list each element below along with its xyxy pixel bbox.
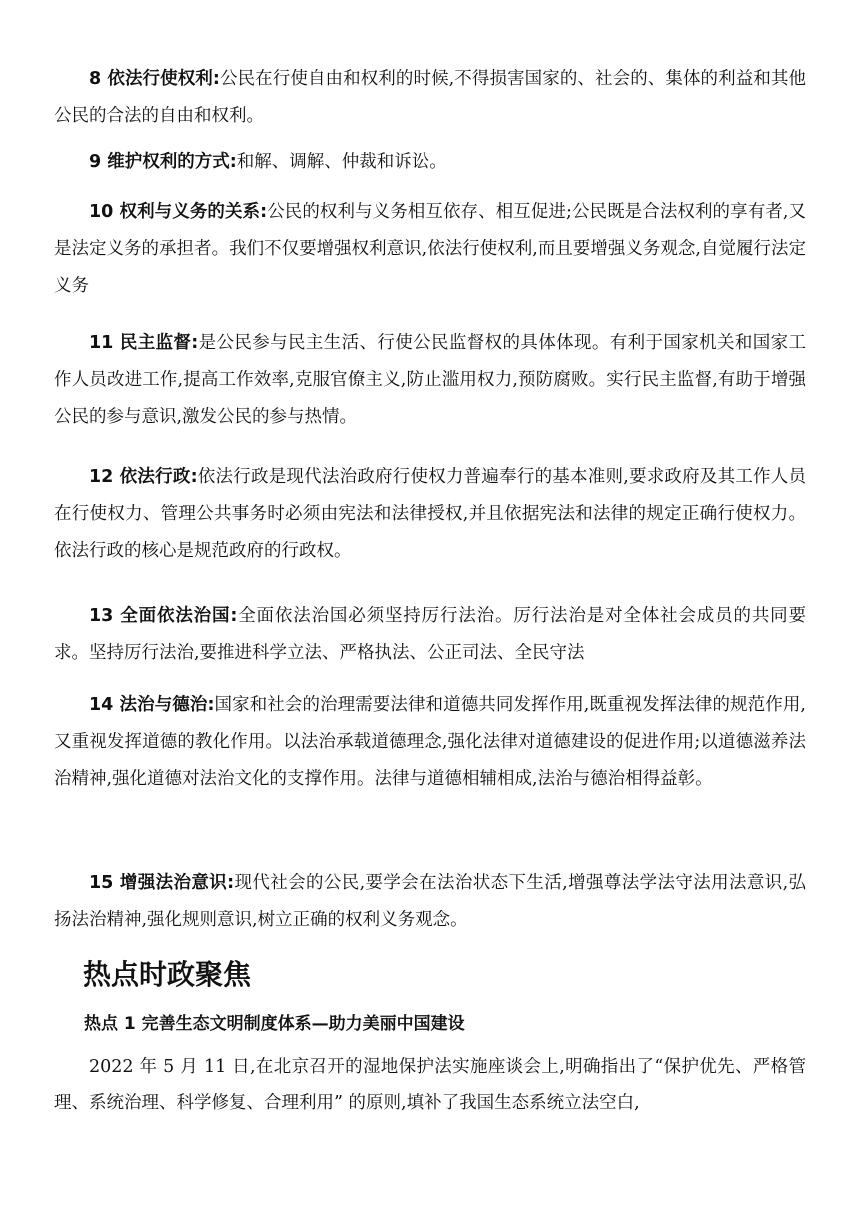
item-12 — [54, 459, 806, 570]
item-15-term: 15 增强法治意识: — [89, 873, 235, 893]
item-10-text: 公民的权利与义务相互依存、相互促进;公民既是合法权利的享有者,又是法定义务的承担者。我们不仅要增强权利意识,依法行使权利,而且要增强义务观念,自觉履行法定义务 — [54, 202, 806, 296]
hot-topic-1-body: 2022 年 5 月 11 日,在北京召开的湿地保护法实施座谈会上,明确指出了“保护优先、严格管理、系统治理、科学修复、合理利用” 的原则,填补了我国生态系统立法空白, — [54, 1057, 806, 1113]
item-12-text: 依法行政是现代法治政府行使权力普遍奉行的基本准则,要求政府及其工作人员在行使权力、管理公共事务时必须由宪法和法律授权,并且依据宪法和法律的规定正确行使权力。依法行政的核心是规范政府的行政权。 — [54, 467, 806, 561]
hot-topic-1-title: 热点 1 完善生态文明制度体系—助力美丽中国建设 — [84, 1014, 465, 1034]
item-8-term: 8 依法行使权利: — [89, 69, 220, 89]
item-11-text: 是公民参与民主生活、行使公民监督权的具体体现。有利于国家机关和国家工作人员改进工作,提高工作效率,克服官僚主义,防止滥用权力,预防腐败。实行民主监督,有助于增强公民的参与意识,激发公民的参与热情。 — [54, 333, 806, 427]
item-13-text: 全面依法治国必须坚持厉行法治。厉行法治是对全体社会成员的共同要求。坚持厉行法治,要推进科学立法、严格执法、公正司法、全民守法 — [54, 606, 807, 663]
item-11 — [54, 325, 806, 436]
item-14-text: 国家和社会的治理需要法律和道德共同发挥作用,既重视发挥法律的规范作用,又重视发挥道德的教化作用。以法治承载道德理念,强化法律对道德建设的促进作用;以道德滋养法治精神,强化道德对法治文化的支撑作用。法律与道德相辅相成,法治与德治相得益彰。 — [54, 695, 806, 789]
item-13 — [54, 598, 806, 672]
item-13-term: 13 全面依法治国: — [89, 606, 238, 626]
item-8 — [54, 61, 806, 135]
item-14 — [54, 687, 806, 798]
item-9-term: 9 维护权利的方式: — [89, 152, 237, 172]
item-14-term: 14 法治与德治: — [89, 695, 215, 715]
item-15 — [54, 865, 806, 939]
item-8-text: 公民在行使自由和权利的时候,不得损害国家的、社会的、集体的利益和其他公民的合法的自由和权利。 — [54, 69, 806, 126]
item-9 — [54, 144, 806, 181]
section-title: 热点时政聚焦 — [83, 958, 252, 991]
item-11-term: 11 民主监督: — [89, 333, 199, 353]
item-10 — [54, 194, 806, 305]
item-12-term: 12 依法行政: — [89, 467, 198, 487]
item-10-term: 10 权利与义务的关系: — [89, 202, 268, 222]
item-15-text: 现代社会的公民,要学会在法治状态下生活,增强尊法学法守法用法意识,弘扬法治精神,强化规则意识,树立正确的权利义务观念。 — [54, 873, 807, 930]
item-9-text: 和解、调解、仲裁和诉讼。 — [236, 152, 447, 172]
